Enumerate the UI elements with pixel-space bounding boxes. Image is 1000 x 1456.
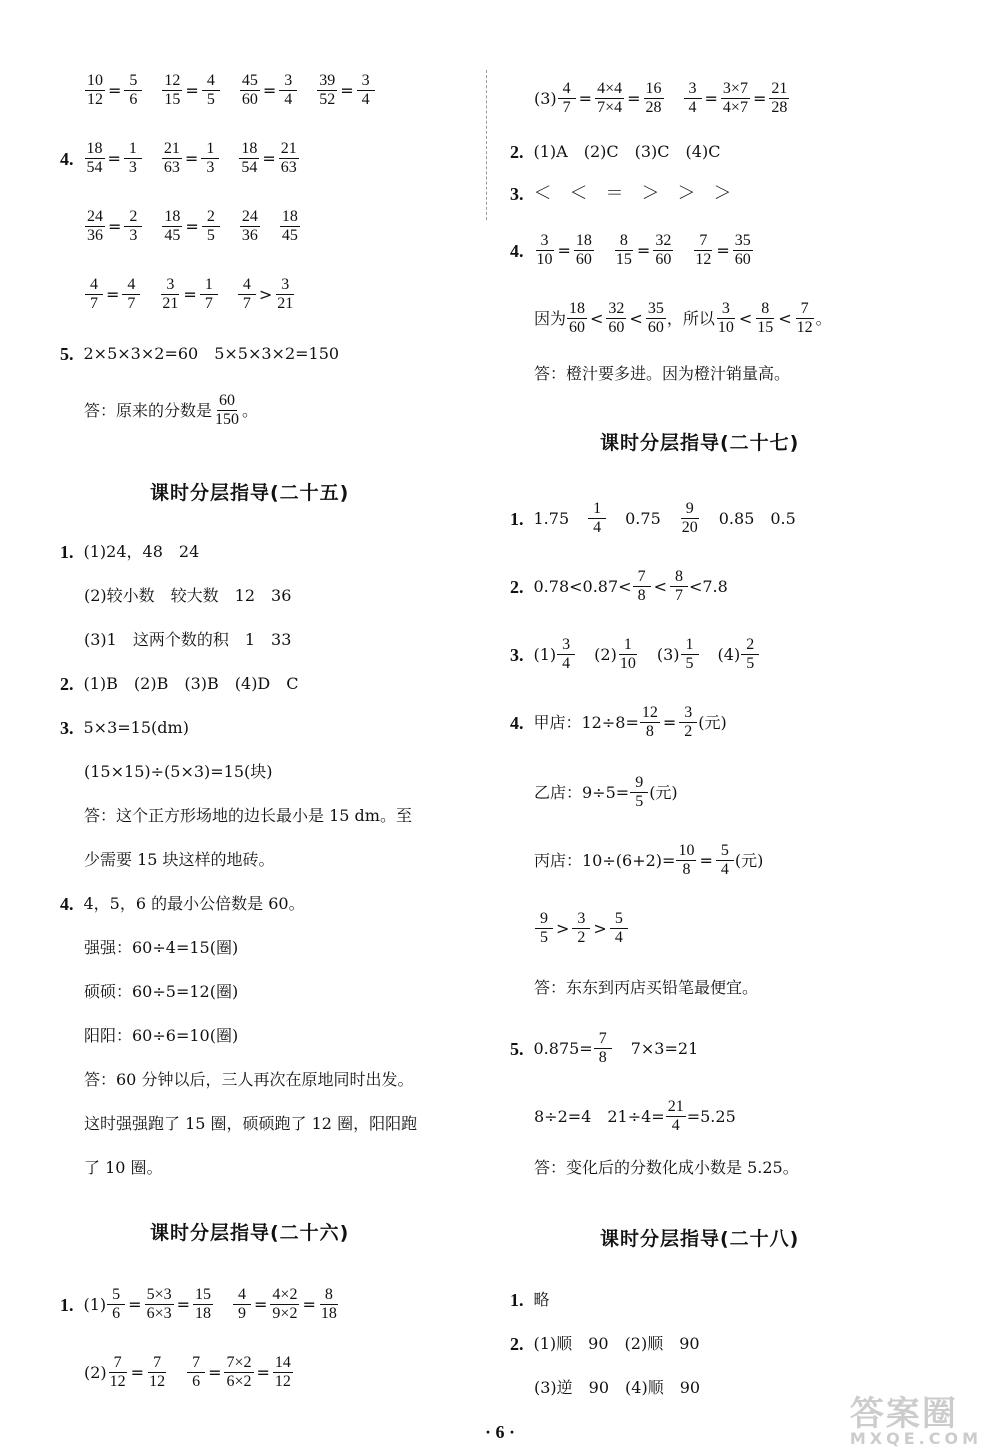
column-divider [486, 70, 487, 220]
s25-q2: 2. (1)B (2)B (3)B (4)D C [60, 674, 299, 694]
s25-q4-c: 硕硕：60÷5=12(圈) [84, 982, 239, 1001]
page-number: · 6 · [484, 1422, 515, 1442]
s25-q4-d: 阳阳：60÷6=10(圈) [84, 1026, 239, 1045]
right-q3: 3. ＜ ＜ ＝ ＞ ＞ ＞ [510, 183, 732, 204]
s26-q1-row-1: 1. (1) $\frac{5}{6}$ = $\frac{5\times 3}{6\times 3}$ = $\frac{15}{18}$ $\frac{4}{9}$ = $\frac{4\times 2}{9\times 2}$ = $\frac{8}{18}$ [60, 1286, 337, 1322]
right-q4-compare: 因为 $\frac{18}{60}$ < $\frac{32}{60}$ < $\frac{35}{60}$ ，所以 $\frac{3}{10}$ < $\frac{8}{15}$ < $\frac{7}{12}$ 。 [534, 300, 832, 336]
section-title-28: 课时分层指导(二十八) [600, 1228, 800, 1250]
q5-equation: 2×5×3×2=60 5×5×3×2=150 [83, 344, 340, 363]
section-title-27: 课时分层指导(二十七) [600, 432, 800, 454]
s25-q1-c: (3)1 这两个数的积 1 33 [84, 630, 292, 649]
s27-q5-a: 5. 0.875= $\frac{7}{8}$ 7×3=21 [510, 1030, 699, 1066]
s25-q3-a: 3. 5×3=15(dm) [60, 718, 189, 738]
s25-q4-b: 强强：60÷4=15(圈) [84, 938, 239, 957]
s26-q1-row-2: (2) $\frac{7}{12}$ = $\frac{7}{12}$ $\frac{7}{6}$ = $\frac{7\times 2}{6\times 2}$ = $\frac{14}{12}$ [84, 1354, 291, 1390]
s28-q1: 1. 略 [510, 1290, 550, 1310]
question-number: 4. [60, 148, 74, 169]
s27-q5-answer: 答：变化后的分数化成小数是 5.25。 [534, 1158, 799, 1177]
s27-q1: 1. 1.75 $\frac{1}{4}$ 0.75 $\frac{9}{20}$ 0.85 0.5 [510, 500, 796, 536]
s25-q4-a: 4. 4，5，6 的最小公倍数是 60。 [60, 894, 305, 914]
s27-q3: 3. (1) $\frac{3}{4}$ (2) $\frac{1}{10}$ (3) $\frac{1}{5}$ (4) $\frac{2}{5}$ [510, 636, 760, 673]
left-fraction-row-1: $\frac{10}{12}$ = $\frac{5}{6}$ $\frac{12}{15}$ = $\frac{4}{5}$ $\frac{45}{60}$ = $\frac{3}{4}$ $\frac{39}{52}$ = $\frac{3}{4}$ [84, 72, 376, 109]
left-q4-row-1: 4. $\frac{18}{54}$ = $\frac{1}{3}$ $\frac{21}{63}$ = $\frac{1}{3}$ $\frac{18}{54}$ = $\frac{21}{63}$ [60, 140, 297, 176]
s25-q4-e: 答：60 分钟以后，三人再次在原地同时出发。 [84, 1070, 414, 1089]
s27-q4-bing: 丙店：10÷(6+2)= $\frac{10}{8}$ = $\frac{5}{4}$ (元) [534, 842, 764, 878]
s27-q4-yi: 乙店：9÷5= $\frac{9}{5}$ (元) [534, 774, 678, 810]
left-q5-answer: 答：原来的分数是 $\frac{60}{150}$ 。 [84, 392, 259, 428]
s25-q3-d: 少需要 15 块这样的地砖。 [84, 850, 275, 869]
s25-q1-a: 1. (1)24，48 24 [60, 542, 200, 562]
s25-q1-b: (2)较小数 较大数 12 36 [84, 586, 292, 605]
s28-q2-a: 2. (1)顺 90 (2)顺 90 [510, 1334, 700, 1354]
s27-q4-answer: 答：东东到丙店买铅笔最便宜。 [534, 978, 759, 997]
left-q4-row-3: $\frac{4}{7}$ = $\frac{4}{7}$ $\frac{3}{21}$ = $\frac{1}{7}$ $\frac{4}{7}$ > $\frac{3}{21}$ [84, 276, 296, 313]
section-title-25: 课时分层指导(二十五) [150, 482, 350, 504]
watermark-logo: 答案圈 MXQE.COM [849, 1394, 982, 1448]
s25-q3-b: (15×15)÷(5×3)=15(块) [84, 762, 273, 781]
left-q4-row-2: $\frac{24}{36}$ = $\frac{2}{3}$ $\frac{18}{45}$ = $\frac{2}{5}$ $\frac{24}{36}$ $\frac{18}{45}$ [87, 208, 298, 244]
s28-q2-b: (3)逆 90 (4)顺 90 [534, 1378, 701, 1397]
section-title-26: 课时分层指导(二十六) [150, 1222, 350, 1244]
s25-q4-g: 了 10 圈。 [84, 1158, 163, 1177]
s25-q4-f: 这时强强跑了 15 圈，硕硕跑了 12 圈，阳阳跑 [84, 1114, 418, 1133]
question-number: 5. [60, 344, 74, 364]
s27-q5-b: 8÷2=4 21÷4= $\frac{21}{4}$ =5.25 [534, 1098, 736, 1134]
s27-q4-jia: 4. 甲店：12÷8= $\frac{12}{8}$ = $\frac{3}{2}$ (元) [510, 704, 727, 740]
right-q4-answer: 答：橙汁要多进。因为橙汁销量高。 [534, 364, 791, 383]
s27-q4-compare: $\frac{9}{5}$ > $\frac{3}{2}$ > $\frac{5}{4}$ [534, 910, 629, 947]
s25-q3-c: 答：这个正方形场地的边长最小是 15 dm。至 [84, 806, 412, 825]
left-q5-line [60, 344, 339, 364]
right-q2: 2. (1)A (2)C (3)C (4)C [510, 142, 721, 162]
right-q4-fractions: 4. $\frac{3}{10}$ = $\frac{18}{60}$ $\frac{8}{15}$ = $\frac{32}{60}$ $\frac{7}{12}$ = $\frac{35}{60}$ [510, 232, 751, 268]
right-q3-fractions: (3) $\frac{4}{7}$ = $\frac{4\times 4}{7\times 4}$ = $\frac{16}{28}$ $\frac{3}{4}$ = $\frac{3\times 7}{4\times 7}$ = $\frac{21}{28}$ [534, 80, 788, 116]
s27-q2: 2. 0.78<0.87< $\frac{7}{8}$ < $\frac{8}{7}$ <7.8 [510, 568, 728, 604]
